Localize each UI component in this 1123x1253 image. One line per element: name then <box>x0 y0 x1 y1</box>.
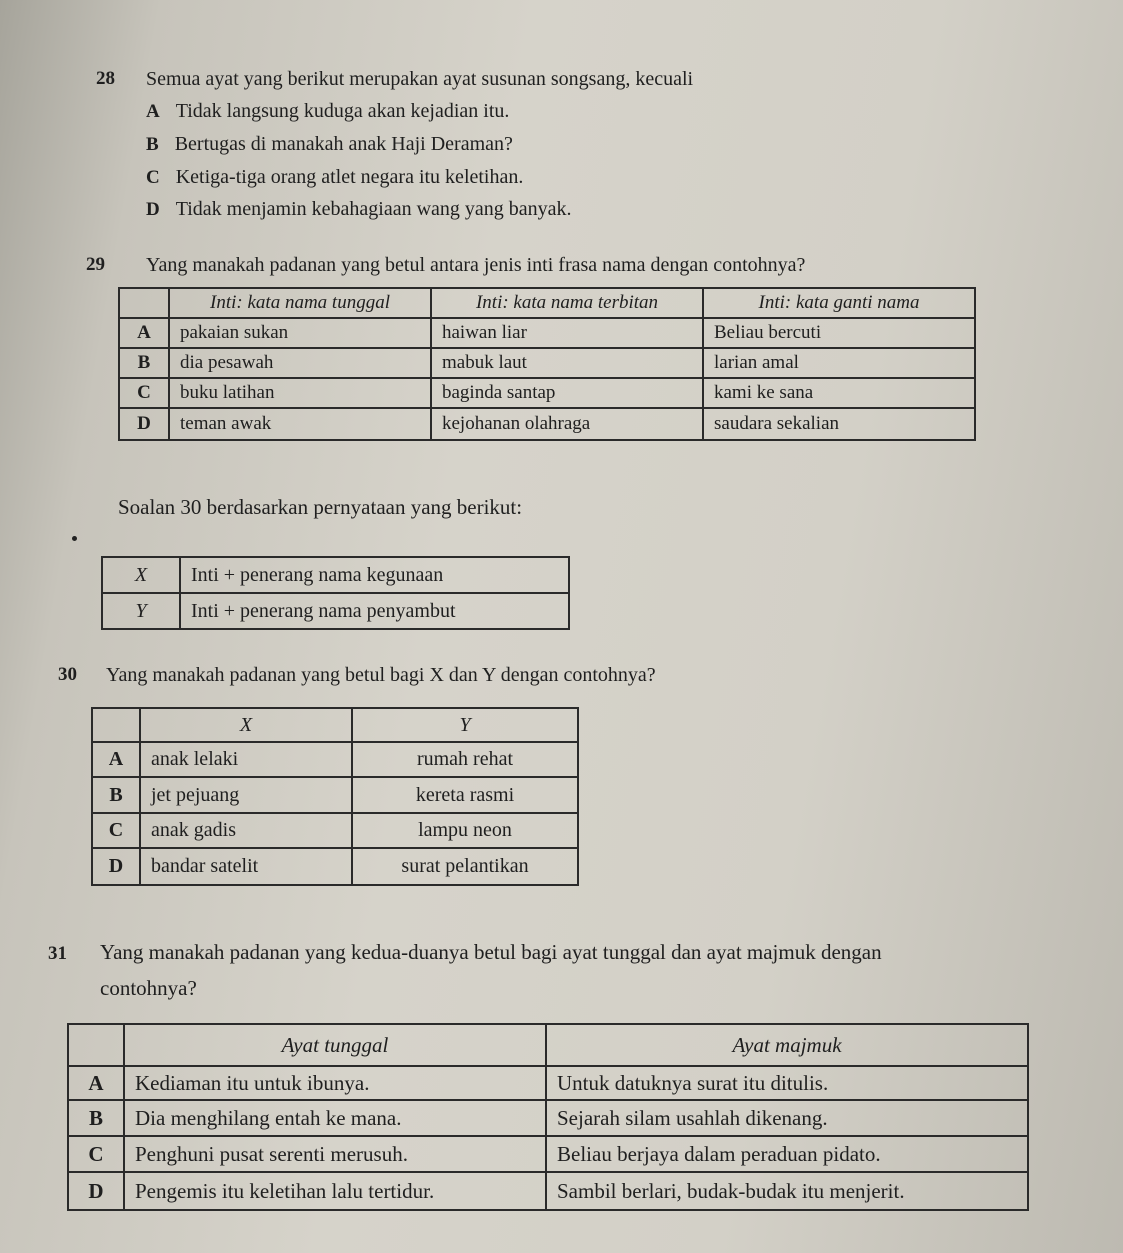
q30-stem-table <box>101 556 570 630</box>
q31-question-line2: contohnya? <box>100 976 197 1000</box>
table-cell: teman awak <box>169 408 431 440</box>
table-row[interactable] <box>92 777 578 813</box>
q28-question: Semua ayat yang berikut merupakan ayat susunan songsang, kecuali <box>146 68 694 90</box>
option-letter: B <box>146 134 159 155</box>
table-row[interactable] <box>119 408 975 440</box>
option-letter: D <box>68 1172 124 1210</box>
option-text: Tidak menjamin kebahagiaan wang yang banyak. <box>175 198 572 220</box>
table-header-row <box>92 708 578 742</box>
table-row[interactable] <box>92 813 578 848</box>
table-header-row <box>119 288 975 318</box>
q29-table <box>118 287 976 441</box>
table-cell: Beliau bercuti <box>703 318 975 348</box>
table-row <box>102 593 569 629</box>
q28-option-b[interactable] <box>146 133 513 156</box>
table-cell: lampu neon <box>352 813 578 848</box>
table-cell: Beliau berjaya dalam peraduan pidato. <box>546 1136 1028 1172</box>
option-text: Tidak langsung kuduga akan kejadian itu. <box>175 100 510 122</box>
q30-table <box>91 707 579 886</box>
q28-option-c[interactable] <box>146 166 523 189</box>
table-cell: kereta rasmi <box>352 777 578 813</box>
header-cell: Ayat majmuk <box>546 1024 1028 1066</box>
option-letter: C <box>68 1136 124 1172</box>
option-letter: B <box>119 348 169 378</box>
header-cell: Inti: kata nama tunggal <box>169 288 431 318</box>
table-cell: Sambil berlari, budak-budak itu menjerit. <box>546 1172 1028 1210</box>
option-text: Ketiga-tiga orang atlet negara itu keletihan. <box>175 166 524 188</box>
header-cell: Y <box>352 708 578 742</box>
table-cell: surat pelantikan <box>352 848 578 885</box>
q29-number: 29 <box>86 254 105 275</box>
empty-header-cell <box>68 1024 124 1066</box>
q31-table <box>67 1023 1029 1211</box>
table-cell: larian amal <box>703 348 975 378</box>
q30-stem-text: Soalan 30 berdasarkan pernyataan yang berikut: <box>118 495 523 519</box>
table-row[interactable] <box>68 1100 1028 1136</box>
table-cell: kejohanan olahraga <box>431 408 703 440</box>
q30-number: 30 <box>58 664 77 685</box>
table-cell: saudara sekalian <box>703 408 975 440</box>
table-cell: rumah rehat <box>352 742 578 777</box>
option-letter: A <box>119 318 169 348</box>
table-cell: jet pejuang <box>140 777 352 813</box>
header-cell: Inti: kata ganti nama <box>703 288 975 318</box>
table-cell: mabuk laut <box>431 348 703 378</box>
table-row[interactable] <box>68 1172 1028 1210</box>
option-letter: A <box>146 101 160 122</box>
table-cell: Sejarah silam usahlah dikenang. <box>546 1100 1028 1136</box>
table-cell: anak lelaki <box>140 742 352 777</box>
option-letter: C <box>92 813 140 848</box>
header-cell: X <box>140 708 352 742</box>
q28-number: 28 <box>96 68 115 89</box>
option-text: Bertugas di manakah anak Haji Deraman? <box>174 133 513 155</box>
option-letter: B <box>92 777 140 813</box>
table-cell: baginda santap <box>431 378 703 408</box>
table-row[interactable] <box>68 1066 1028 1100</box>
option-letter: D <box>92 848 140 885</box>
table-cell: pakaian sukan <box>169 318 431 348</box>
table-cell: Inti + penerang nama kegunaan <box>180 557 569 593</box>
empty-header-cell <box>119 288 169 318</box>
table-cell: anak gadis <box>140 813 352 848</box>
table-cell: dia pesawah <box>169 348 431 378</box>
q29-question: Yang manakah padanan yang betul antara jenis inti frasa nama dengan contohnya? <box>146 254 806 276</box>
bullet-dot <box>72 536 77 541</box>
table-row[interactable] <box>92 742 578 777</box>
option-letter: D <box>119 408 169 440</box>
table-cell: haiwan liar <box>431 318 703 348</box>
option-letter: A <box>92 742 140 777</box>
option-letter: B <box>68 1100 124 1136</box>
option-letter: C <box>146 167 160 188</box>
q28-option-d[interactable] <box>146 198 572 221</box>
option-letter: D <box>146 199 160 220</box>
table-cell: Penghuni pusat serenti merusuh. <box>124 1136 546 1172</box>
table-cell: Pengemis itu keletihan lalu tertidur. <box>124 1172 546 1210</box>
table-row[interactable] <box>119 348 975 378</box>
table-cell: bandar satelit <box>140 848 352 885</box>
q31-number: 31 <box>48 943 67 964</box>
option-letter: C <box>119 378 169 408</box>
table-cell: Inti + penerang nama penyambut <box>180 593 569 629</box>
table-row[interactable] <box>119 318 975 348</box>
table-row <box>102 557 569 593</box>
table-row[interactable] <box>119 378 975 408</box>
table-cell: Kediaman itu untuk ibunya. <box>124 1066 546 1100</box>
q30-question: Yang manakah padanan yang betul bagi X dan Y dengan contohnya? <box>106 664 656 686</box>
empty-header-cell <box>92 708 140 742</box>
option-letter: A <box>68 1066 124 1100</box>
table-cell: Untuk datuknya surat itu ditulis. <box>546 1066 1028 1100</box>
header-cell: Inti: kata nama terbitan <box>431 288 703 318</box>
q31-question-line1: Yang manakah padanan yang kedua-duanya betul bagi ayat tunggal dan ayat majmuk dengan <box>100 940 882 964</box>
q28-option-a[interactable] <box>146 100 509 123</box>
header-cell: Ayat tunggal <box>124 1024 546 1066</box>
table-cell: kami ke sana <box>703 378 975 408</box>
table-row[interactable] <box>92 848 578 885</box>
table-cell: Dia menghilang entah ke mana. <box>124 1100 546 1136</box>
table-row[interactable] <box>68 1136 1028 1172</box>
label-cell: X <box>102 557 180 593</box>
table-cell: buku latihan <box>169 378 431 408</box>
label-cell: Y <box>102 593 180 629</box>
table-header-row <box>68 1024 1028 1066</box>
